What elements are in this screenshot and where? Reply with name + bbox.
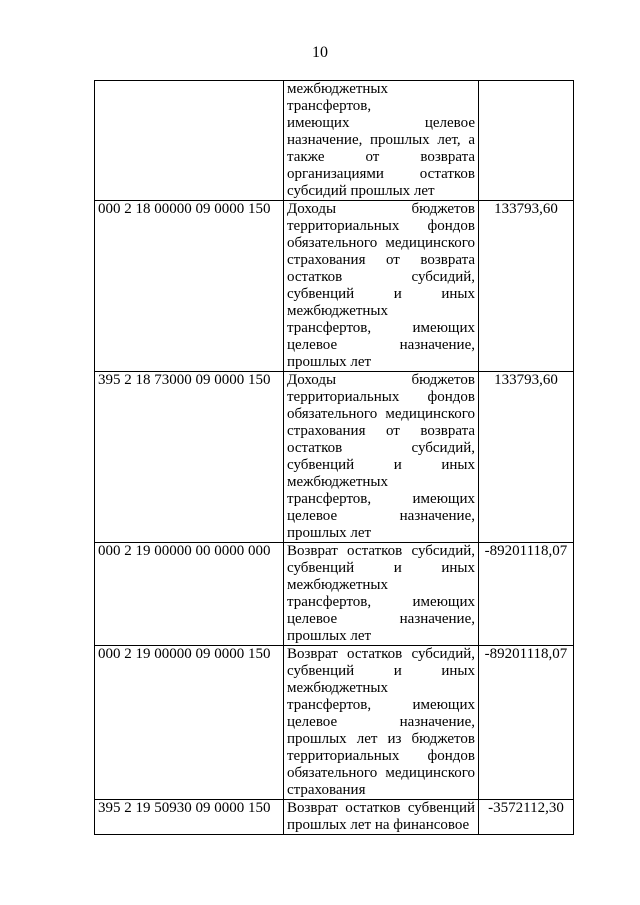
description-line: субвенций и иных: [287, 457, 475, 473]
description-line: трансфертов, имеющих: [287, 491, 475, 507]
table-row: [95, 201, 574, 372]
description-line: Возврат остатков субсидий,: [287, 543, 475, 559]
description-line: целевое назначение,: [287, 714, 475, 730]
description-line: межбюджетных: [287, 680, 389, 696]
description-cell: [284, 201, 479, 372]
budget-code-cell: 000 2 18 00000 09 0000 150: [95, 201, 284, 372]
description-line: территориальных фондов: [287, 218, 475, 234]
budget-table: [94, 80, 574, 835]
budget-code-cell: 395 2 19 50930 09 0000 150: [95, 800, 284, 835]
budget-code-cell: 395 2 18 73000 09 0000 150: [95, 372, 284, 543]
budget-code-cell: [95, 81, 284, 201]
table-row: [95, 646, 574, 800]
description-line: страхования: [287, 782, 366, 798]
description-line: межбюджетных трансфертов,: [287, 81, 389, 114]
description-line: прошлых лет: [287, 525, 372, 541]
description-line: трансфертов, имеющих: [287, 697, 475, 713]
description-cell: [284, 81, 479, 201]
table-row: [95, 81, 574, 201]
description-line: Возврат остатков субсидий,: [287, 646, 475, 662]
description-line: субвенций и иных: [287, 663, 475, 679]
description-line: Доходы бюджетов: [287, 372, 475, 388]
description-line: межбюджетных: [287, 474, 389, 490]
description-line: целевое назначение,: [287, 337, 475, 353]
amount-cell: -3572112,30: [479, 800, 574, 835]
description-line: прошлых лет на финансовое: [287, 817, 470, 833]
description-line: также от возврата: [287, 149, 475, 165]
description-line: Возврат остатков субвенций: [287, 800, 475, 816]
description-line: обязательного медицинского: [287, 235, 475, 251]
description-line: межбюджетных: [287, 303, 389, 319]
description-cell: [284, 800, 479, 835]
description-line: прошлых лет из бюджетов: [287, 731, 475, 747]
budget-code-cell: 000 2 19 00000 09 0000 150: [95, 646, 284, 800]
description-line: имеющих целевое: [287, 115, 475, 131]
description-line: страхования от возврата: [287, 423, 475, 439]
description-cell: [284, 543, 479, 646]
description-line: территориальных фондов: [287, 748, 475, 764]
description-cell: [284, 372, 479, 543]
amount-cell: [479, 81, 574, 201]
description-line: субвенций и иных: [287, 560, 475, 576]
description-cell: [284, 646, 479, 800]
amount-cell: 133793,60: [479, 201, 574, 372]
description-line: субвенций и иных: [287, 286, 475, 302]
description-line: прошлых лет: [287, 628, 372, 644]
amount-cell: -89201118,07: [479, 646, 574, 800]
amount-cell: 133793,60: [479, 372, 574, 543]
description-line: трансфертов, имеющих: [287, 594, 475, 610]
description-line: межбюджетных: [287, 577, 389, 593]
description-line: трансфертов, имеющих: [287, 320, 475, 336]
table-row: [95, 372, 574, 543]
table-row: [95, 543, 574, 646]
description-line: обязательного медицинского: [287, 765, 475, 781]
description-line: Доходы бюджетов: [287, 201, 475, 217]
budget-code-cell: 000 2 19 00000 00 0000 000: [95, 543, 284, 646]
amount-cell: -89201118,07: [479, 543, 574, 646]
description-line: прошлых лет: [287, 354, 372, 370]
description-line: субсидий прошлых лет: [287, 183, 435, 199]
page-number: 10: [312, 44, 328, 61]
table-row: [95, 800, 574, 835]
description-line: обязательного медицинского: [287, 406, 475, 422]
description-line: страхования от возврата: [287, 252, 475, 268]
description-line: остатков субсидий,: [287, 269, 475, 285]
description-line: остатков субсидий,: [287, 440, 475, 456]
description-line: назначение, прошлых лет, а: [287, 132, 475, 148]
description-line: целевое назначение,: [287, 611, 475, 627]
description-line: целевое назначение,: [287, 508, 475, 524]
description-line: территориальных фондов: [287, 389, 475, 405]
description-line: организациями остатков: [287, 166, 475, 182]
